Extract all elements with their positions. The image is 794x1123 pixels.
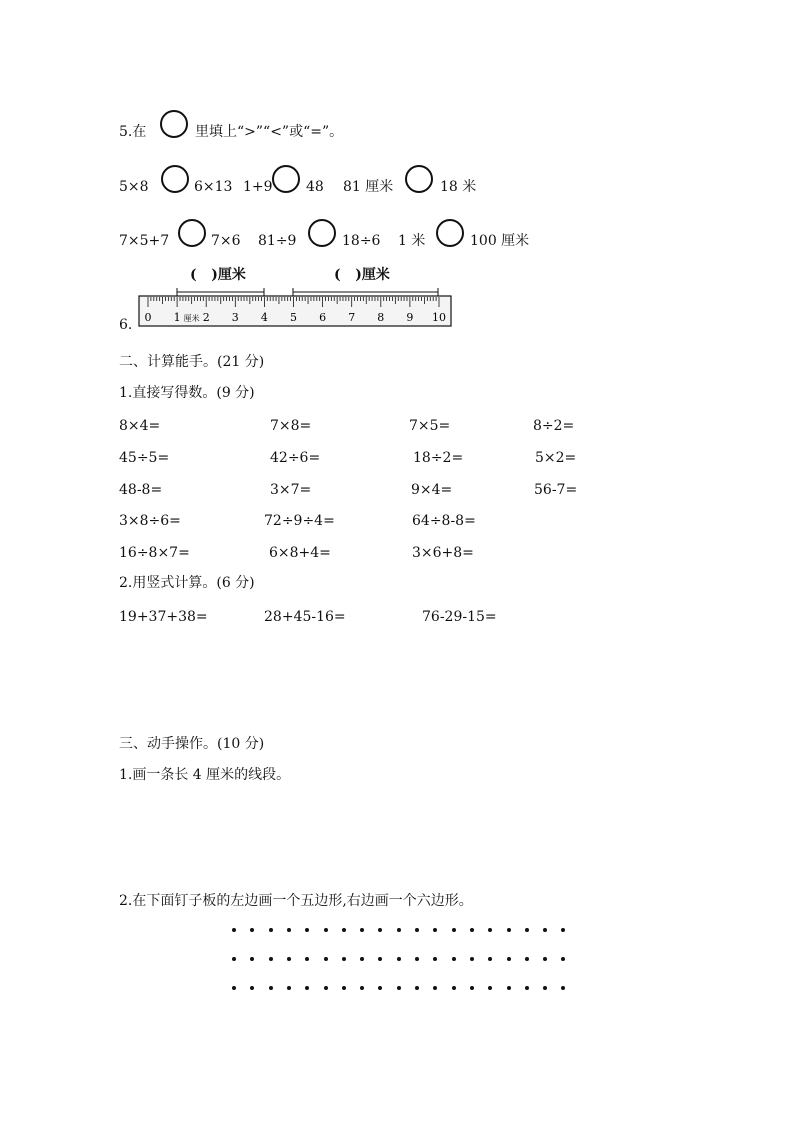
ruler-number: 8 <box>377 311 385 324</box>
compare-circle-r2-1[interactable] <box>178 219 206 247</box>
calc-item: 72÷9÷4= <box>264 513 335 529</box>
q6-label: 6. <box>119 317 133 333</box>
nail-dot <box>269 957 273 961</box>
nail-dot <box>324 928 328 932</box>
calc-item: 56-7= <box>534 482 578 498</box>
calc-item: 3×7= <box>270 482 312 498</box>
calc-item: 5×2= <box>535 450 577 466</box>
nail-dot <box>397 957 401 961</box>
ruler-number: 9 <box>406 311 414 324</box>
nail-dot <box>250 957 254 961</box>
calc-item: 16÷8×7= <box>119 545 190 561</box>
calc-item: 42÷6= <box>270 450 321 466</box>
nail-dot <box>378 986 382 990</box>
calc-item: 7×5= <box>409 418 451 434</box>
q5-r1-e: 81 厘米 <box>343 179 394 195</box>
ruler-number: 6 <box>319 311 327 324</box>
nail-dot <box>561 986 565 990</box>
nail-dot <box>305 986 309 990</box>
nail-dot <box>543 986 547 990</box>
ruler-number: 1 <box>173 311 181 324</box>
calc-item: 3×6+8= <box>412 545 474 561</box>
q5-r1-f: 18 米 <box>440 179 477 195</box>
ruler-svg <box>138 262 452 328</box>
vertical-calc-item: 76-29-15= <box>422 609 497 625</box>
q5-instruction <box>119 125 146 139</box>
section2-sub2: 2.用竖式计算。(6 分) <box>119 575 255 591</box>
ruler-unit-label: 厘米 <box>183 314 200 323</box>
measure-bracket-right <box>293 288 438 296</box>
calc-item: 8÷2= <box>533 418 575 434</box>
calc-item: 8×4= <box>119 418 161 434</box>
nail-dot <box>452 928 456 932</box>
nail-dot <box>342 928 346 932</box>
ruler-number: 0 <box>144 311 152 324</box>
ruler-number: 5 <box>290 311 297 324</box>
compare-circle-r2-2[interactable] <box>308 219 336 247</box>
calc-item: 64÷8-8= <box>412 513 476 529</box>
nail-dot <box>470 928 474 932</box>
vertical-calc-item: 28+45-16= <box>264 609 346 625</box>
nail-dot <box>525 986 529 990</box>
calc-item: 18÷2= <box>413 450 464 466</box>
nail-dot <box>415 928 419 932</box>
nail-dot <box>452 986 456 990</box>
calc-item: 9×4= <box>411 482 453 498</box>
calc-item: 6×8+4= <box>269 545 331 561</box>
nail-dot <box>507 986 511 990</box>
q5-suffix: 里填上“>”“<”或“=”。 <box>195 124 344 140</box>
compare-circle-r1-1[interactable] <box>161 165 189 193</box>
nail-dot <box>561 957 565 961</box>
compare-circle-r1-3[interactable] <box>405 165 433 193</box>
ruler-number: 7 <box>348 311 356 324</box>
nail-dot <box>360 957 364 961</box>
q6-bracket-right-label: ( )厘米 <box>334 267 390 283</box>
calc-item: 48-8= <box>119 482 163 498</box>
nail-board[interactable] <box>232 928 564 992</box>
nail-dot <box>324 986 328 990</box>
nail-dot <box>488 957 492 961</box>
section3-sub1: 1.画一条长 4 厘米的线段。 <box>119 767 291 783</box>
q5-r1-d: 48 <box>306 179 324 195</box>
ruler-number: 3 <box>231 311 239 324</box>
nail-dot <box>232 928 236 932</box>
nail-dot <box>324 957 328 961</box>
nail-dot <box>543 928 547 932</box>
ruler-number: 2 <box>202 311 210 324</box>
nail-dot <box>342 957 346 961</box>
nail-dot <box>397 928 401 932</box>
nail-dot <box>470 957 474 961</box>
section2-title: 二、计算能手。(21 分) <box>119 354 265 370</box>
nail-dot <box>378 928 382 932</box>
compare-circle-sample <box>160 110 188 138</box>
q5-prefix: 5.在 <box>119 124 147 140</box>
nail-dot <box>433 986 437 990</box>
ruler-number: 10 <box>432 311 446 324</box>
q5-r1-b: 6×13 <box>194 179 233 195</box>
nail-dot <box>561 928 565 932</box>
nail-dot <box>360 986 364 990</box>
q5-r2-f: 100 厘米 <box>470 233 530 249</box>
compare-circle-r1-2[interactable] <box>272 165 300 193</box>
nail-dot <box>269 928 273 932</box>
nail-dot <box>305 928 309 932</box>
nail-dot <box>250 986 254 990</box>
section2-sub1: 1.直接写得数。(9 分) <box>119 385 255 401</box>
q5-r1-a: 5×8 <box>119 179 149 195</box>
nail-dot <box>525 928 529 932</box>
nail-dot <box>525 957 529 961</box>
nail-dot <box>470 986 474 990</box>
nail-dot <box>232 986 236 990</box>
nail-dot <box>287 957 291 961</box>
nail-dot <box>360 928 364 932</box>
q5-r2-c: 81÷9 <box>258 233 297 249</box>
q5-r2-a: 7×5+7 <box>119 233 170 249</box>
nail-dot <box>287 986 291 990</box>
compare-circle-r2-3[interactable] <box>436 219 464 247</box>
section3-sub2: 2.在下面钉子板的左边画一个五边形,右边画一个六边形。 <box>119 893 473 909</box>
measure-bracket-left <box>177 288 264 296</box>
ruler-number: 4 <box>260 311 268 324</box>
nail-dot <box>232 957 236 961</box>
q5-r2-e: 1 米 <box>398 233 426 249</box>
nail-dot <box>415 986 419 990</box>
calc-item: 7×8= <box>270 418 312 434</box>
nail-dot <box>433 928 437 932</box>
nail-dot <box>507 957 511 961</box>
nail-dot <box>488 928 492 932</box>
nail-dot <box>305 957 309 961</box>
q5-r1-c: 1+9 <box>243 179 273 195</box>
calc-item: 45÷5= <box>119 450 170 466</box>
nail-dot <box>269 986 273 990</box>
nail-dot <box>342 986 346 990</box>
calc-item: 3×8÷6= <box>119 513 181 529</box>
nail-dot <box>433 957 437 961</box>
q5-r2-d: 18÷6 <box>342 233 381 249</box>
q6-bracket-left-label: ( )厘米 <box>190 267 246 283</box>
nail-dot <box>452 957 456 961</box>
section3-title: 三、动手操作。(10 分) <box>119 736 265 752</box>
q5-r2-b: 7×6 <box>211 233 241 249</box>
nail-dot <box>378 957 382 961</box>
nail-dot <box>397 986 401 990</box>
nail-dot <box>415 957 419 961</box>
nail-dot <box>287 928 291 932</box>
nail-dot <box>488 986 492 990</box>
ruler <box>138 262 452 328</box>
nail-dot <box>507 928 511 932</box>
vertical-calc-item: 19+37+38= <box>119 609 208 625</box>
nail-dot <box>543 957 547 961</box>
nail-dot <box>250 928 254 932</box>
